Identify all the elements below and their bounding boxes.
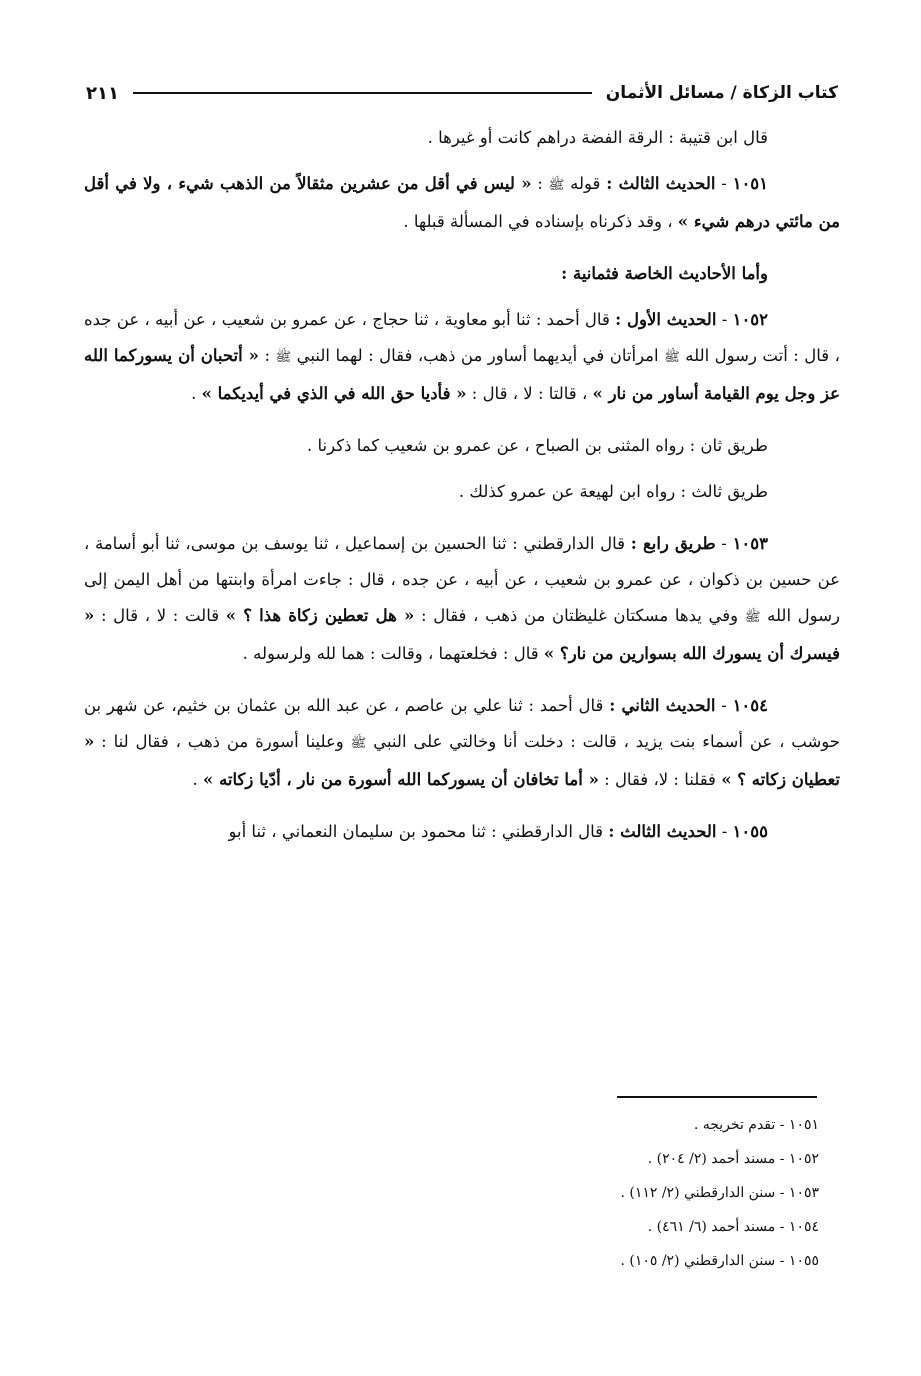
footnote-separator [617,1096,817,1098]
paragraph-1053 [84,526,840,672]
text-segment: قال الدارقطني : ثنا الحسين بن إسماعيل ، ثنا يوسف بن موسى، ثنا أبو أسامة ، عن حسين بن ذكوان ، عن عمرو بن شعيب ، عن أبيه ، عن جده ، قال : جاءت امرأة وابنتها من أهل اليمن إلى رسول الله [84,534,840,625]
hadith-number: ١٠٥٤ [732,696,769,715]
dash: - [716,822,728,841]
salawat-symbol: ﷺ [350,736,367,751]
hadith-number: ١٠٥١ [732,174,769,193]
hadith-quote: « فأديا حق الله في الذي في أيديكما » [201,384,467,403]
hadith-label: الحديث الثالث : [608,822,717,841]
hadith-quote: « أما تخافان أن يسوركما الله أسورة من نار ، أدّيا زكاته » [203,770,599,789]
paragraph-text: قال ابن قتيبة : الرقة الفضة دراهم كانت أو غيرها . [427,128,768,147]
hadith-quote: « أتحبان أن يسوركما الله عز وجل يوم القيامة أساور من نار » [84,346,840,403]
footnote-1051: ١٠٥١ - تقدم تخريجه . [693,1117,819,1133]
paragraph-text: طريق ثالث : رواه ابن لهيعة عن عمرو كذلك . [458,482,768,501]
hadith-quote: « هل تعطين زكاة هذا ؟ » [225,606,415,625]
text-segment: : [537,174,543,193]
text-segment: فقلنا : لا، فقال : [604,770,716,789]
salawat-symbol: ﷺ [275,350,292,365]
hadith-number: ١٠٥٣ [732,534,769,553]
paragraph-1051 [84,166,840,240]
hadith-quote: « تعطيان زكاته ؟ » [84,732,840,789]
running-header [86,76,838,110]
text-segment: وفي يدها مسكتان غليظتان من ذهب ، فقال : [420,606,739,625]
footnote-1053: ١٠٥٣ - سنن الدارقطني (٢/ ١١٢) . [620,1185,819,1201]
dash: - [715,534,727,553]
text-segment: قال : فخلعتهما ، وقالت : هما لله ولرسوله . [242,644,539,663]
text-segment: قال أحمد : ثنا أبو معاوية ، ثنا حجاج ، عن عمرو بن شعيب ، عن أبيه ، عن جده ، قال : أتت رسول الله [84,310,840,365]
hadith-number: ١٠٥٥ [732,822,768,841]
text-segment: . [191,384,197,403]
hadith-number: ١٠٥٢ [732,310,769,329]
footnote-1054: ١٠٥٤ - مسند أحمد (٦/ ٤٦١) . [647,1219,819,1235]
text-segment: قوله [570,174,601,193]
paragraph-ibn-qutaybah [84,120,840,156]
paragraph-third-route [84,474,840,510]
text-segment: وعلينا أسورة من ذهب ، فقال لنا : [101,732,344,751]
footnote-1052: ١٠٥٢ - مسند أحمد (٢/ ٢٠٤) . [647,1151,819,1167]
text-segment: . [192,770,198,789]
dash: - [715,174,727,193]
section-heading: وأما الأحاديث الخاصة فثمانية : [561,264,768,283]
text-segment: قال الدارقطني : ثنا محمود بن سليمان النعماني ، ثنا أبو [228,822,604,841]
paragraph-1052 [84,302,840,412]
paragraph-1054 [84,688,840,798]
header-rule [133,92,592,94]
text-segment: قال أحمد : ثنا علي بن عاصم ، عن عبد الله بن عثمان بن خثيم، عن شهر بن حوشب ، عن أسماء بنت يزيد ، قالت : دخلت أنا وخالتي على النبي [84,696,841,751]
paragraph-text: طريق ثان : رواه المثنى بن الصباح ، عن عمرو بن شعيب كما ذكرنا . [307,436,768,455]
text-segment: قالت : لا ، قال : [100,606,220,625]
hadith-label: الحديث الأول : [615,310,717,329]
main-text [84,120,840,866]
hadith-label: الحديث الثاني : [609,696,716,715]
footnote-1055: ١٠٥٥ - سنن الدارقطني (٢/ ١٠٥) . [620,1253,819,1269]
paragraph-1055 [84,814,840,850]
footnotes [419,1108,819,1278]
dash: - [715,696,727,715]
hadith-label: طريق رابع : [630,534,716,553]
page-number: ٢١١ [86,82,119,104]
salawat-symbol: ﷺ [744,610,761,625]
salawat-symbol: ﷺ [664,350,680,365]
text-segment: : [264,346,270,365]
text-segment: امرأتان في أيديهما أساور من ذهب، فقال : لهما النبي [296,346,659,365]
hadith-quote: « ليس في أقل من عشرين مثقالاً من الذهب شيء ، ولا في أقل من مائتي درهم شيء » [84,174,840,231]
header-title: كتاب الزكاة / مسائل الأثمان [605,83,838,103]
text-segment: ، وقد ذكرناه بإسناده في المسألة قبلها . [403,212,673,231]
salawat-symbol: ﷺ [548,178,565,193]
paragraph-specific-hadiths [84,256,840,292]
hadith-label: الحديث الثالث : [606,174,716,193]
text-segment: ، قالتا : لا ، قال : [471,384,588,403]
paragraph-second-route [84,428,840,464]
dash: - [716,310,728,329]
hadith-quote: « فيسرك أن يسورك الله بسوارين من نار؟ » [84,606,840,663]
